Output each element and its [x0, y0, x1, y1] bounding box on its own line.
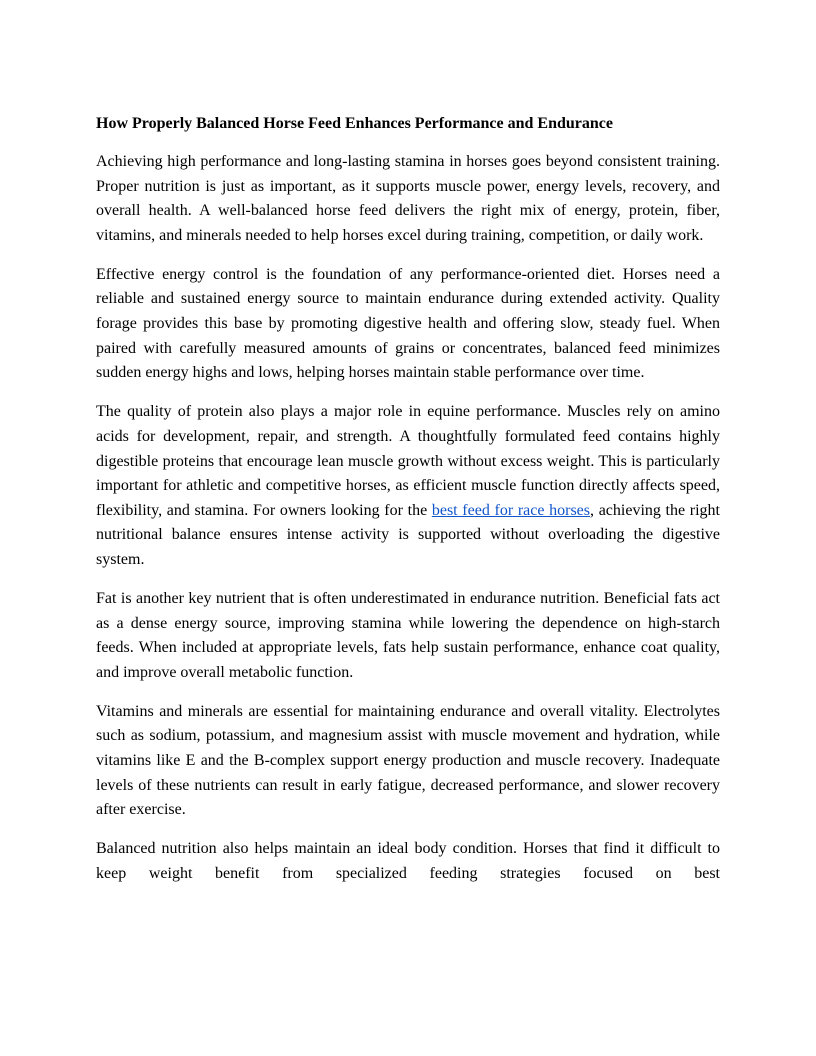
paragraph-fat: Fat is another key nutrient that is often underestimated in endurance nutrition. Beneficial fats act as a dense energy source, improving stamina while lowering the dependence on high-starch feeds. When included at appropriate levels, fats help sustain performance, enhance coat quality, and improve overall metabolic function.: [96, 590, 720, 681]
paragraph-protein: [96, 400, 720, 572]
paragraph-intro: Achieving high performance and long-lasting stamina in horses goes beyond consistent training. Proper nutrition is just as important, as it supports muscle power, energy levels, recovery, and overall health. A well-balanced horse feed delivers the right mix of energy, protein, fiber, vitamins, and minerals needed to help horses excel during training, competition, or daily work.: [96, 153, 720, 244]
document-title: How Properly Balanced Horse Feed Enhances Performance and Endurance: [96, 115, 613, 132]
paragraph-body-condition: Balanced nutrition also helps maintain an ideal body condition. Horses that find it difficult to keep weight benefit from specialized feeding strategies focused on best: [96, 840, 720, 882]
paragraph-protein-text-before: The quality of protein also plays a major role in equine performance. Muscles rely on amino acids for development, repair, and strength. A thoughtfully formulated feed contains highly digestible proteins that encourage lean muscle growth without excess weight. This is particularly important for athletic and competitive horses, as efficient muscle function directly affects speed, flexibility, and stamina. For owners looking for the: [96, 403, 720, 519]
paragraph-energy: Effective energy control is the foundation of any performance-oriented diet. Horses need a reliable and sustained energy source to maintain endurance during extended activity. Quality forage provides this base by promoting digestive health and offering slow, steady fuel. When paired with carefully measured amounts of grains or concentrates, balanced feed minimizes sudden energy highs and lows, helping horses maintain stable performance over time.: [96, 265, 720, 382]
best-feed-link[interactable]: best feed for race horses: [431, 501, 591, 519]
paragraph-vitamins: Vitamins and minerals are essential for maintaining endurance and overall vitality. Electrolytes such as sodium, potassium, and magnesium assist with muscle movement and hydration, while vitamins like E and the B-complex support energy production and muscle recovery. Inadequate levels of these nutrients can result in early fatigue, decreased performance, and slower recovery after exercise.: [96, 702, 720, 819]
document-page: [96, 112, 720, 901]
paragraph-protein-text-after: , achieving the right nutritional balance ensures intense activity is supported without overloading the digestive system.: [96, 501, 720, 568]
